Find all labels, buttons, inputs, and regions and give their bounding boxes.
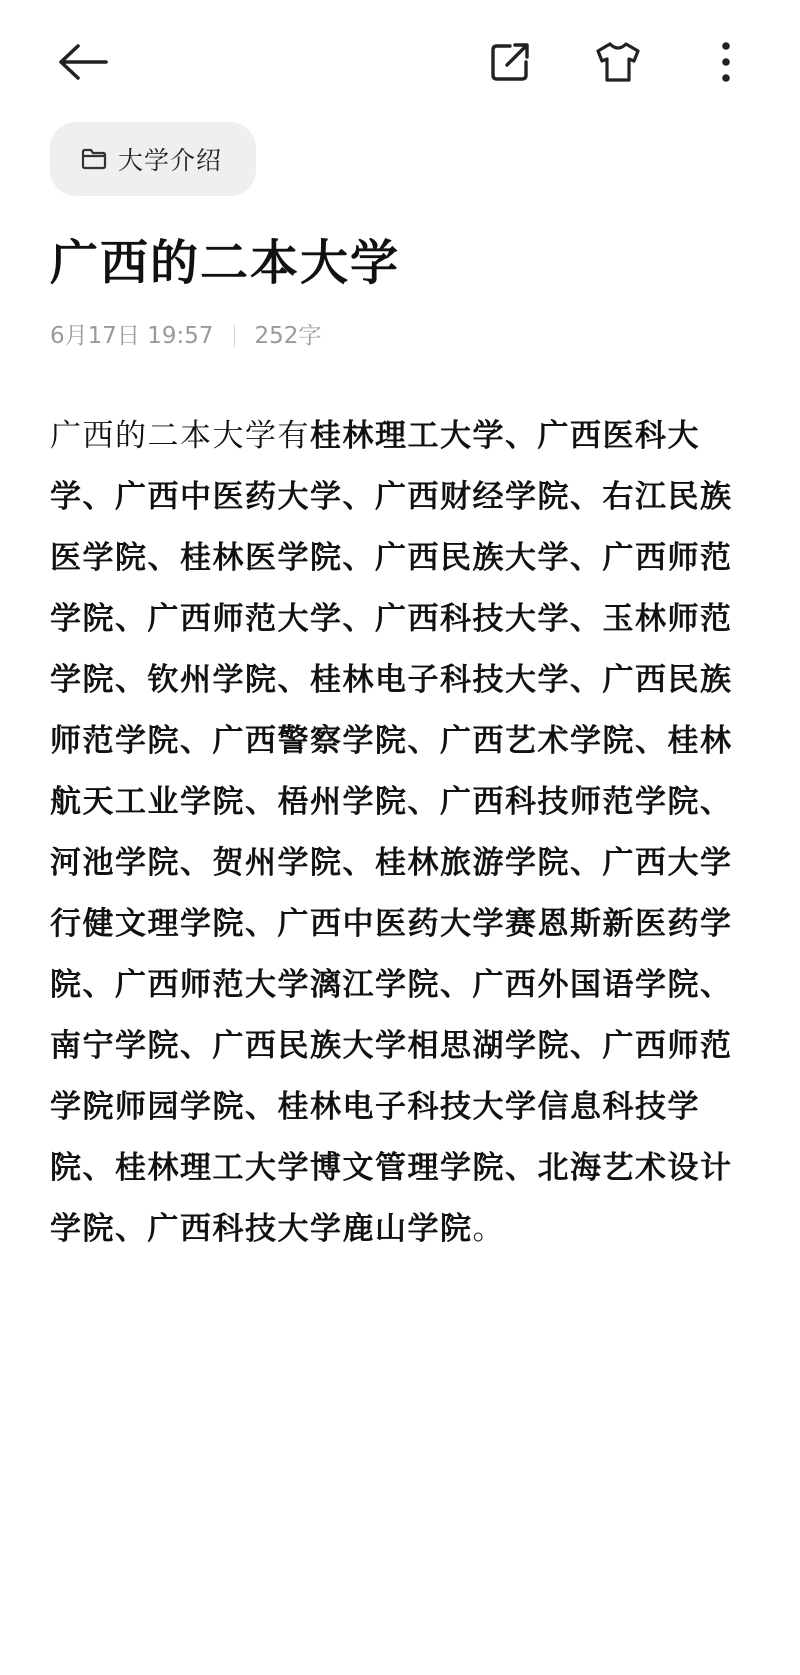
share-button[interactable]	[478, 30, 542, 94]
note-intro: 广西的二本大学有	[50, 418, 310, 454]
note-meta	[50, 318, 321, 354]
note-date: 6月17日 19:57	[50, 323, 214, 349]
more-options-button[interactable]	[694, 30, 758, 94]
meta-divider	[234, 325, 235, 347]
folder-label: 大学介绍	[118, 146, 223, 175]
share-external-icon	[488, 40, 532, 84]
folder-icon	[80, 147, 108, 171]
note-body[interactable]	[50, 406, 755, 1260]
top-toolbar	[0, 0, 800, 130]
arrow-left-icon	[56, 42, 108, 82]
note-title: 广西的二本大学	[50, 235, 401, 291]
folder-chip[interactable]	[50, 122, 256, 196]
more-vertical-icon	[720, 40, 732, 84]
university-list: 桂林理工大学、广西医科大学、广西中医药大学、广西财经学院、右江民族医学院、桂林医学院、广西民族大学、广西师范学院、广西师范大学、广西科技大学、玉林师范学院、钦州学院、桂林电子科技大学、广西民族师范学院、广西警察学院、广西艺术学院、桂林航天工业学院、梧州学院、广西科技师范学院、河池学院、贺州学院、桂林旅游学院、广西大学行健文理学院、广西中医药大学赛恩斯新医药学院、广西师范大学漓江学院、广西外国语学院、南宁学院、广西民族大学相思湖学院、广西师范学院师园学院、桂林电子科技大学信息科技学院、桂林理工大学博文管理学院、北海艺术设计学院、广西科技大学鹿山学院	[50, 418, 733, 1247]
back-button[interactable]	[50, 30, 114, 94]
word-count: 252字	[254, 323, 322, 349]
theme-button[interactable]	[586, 30, 650, 94]
note-ending: 。	[472, 1211, 505, 1247]
tshirt-icon	[594, 40, 642, 84]
